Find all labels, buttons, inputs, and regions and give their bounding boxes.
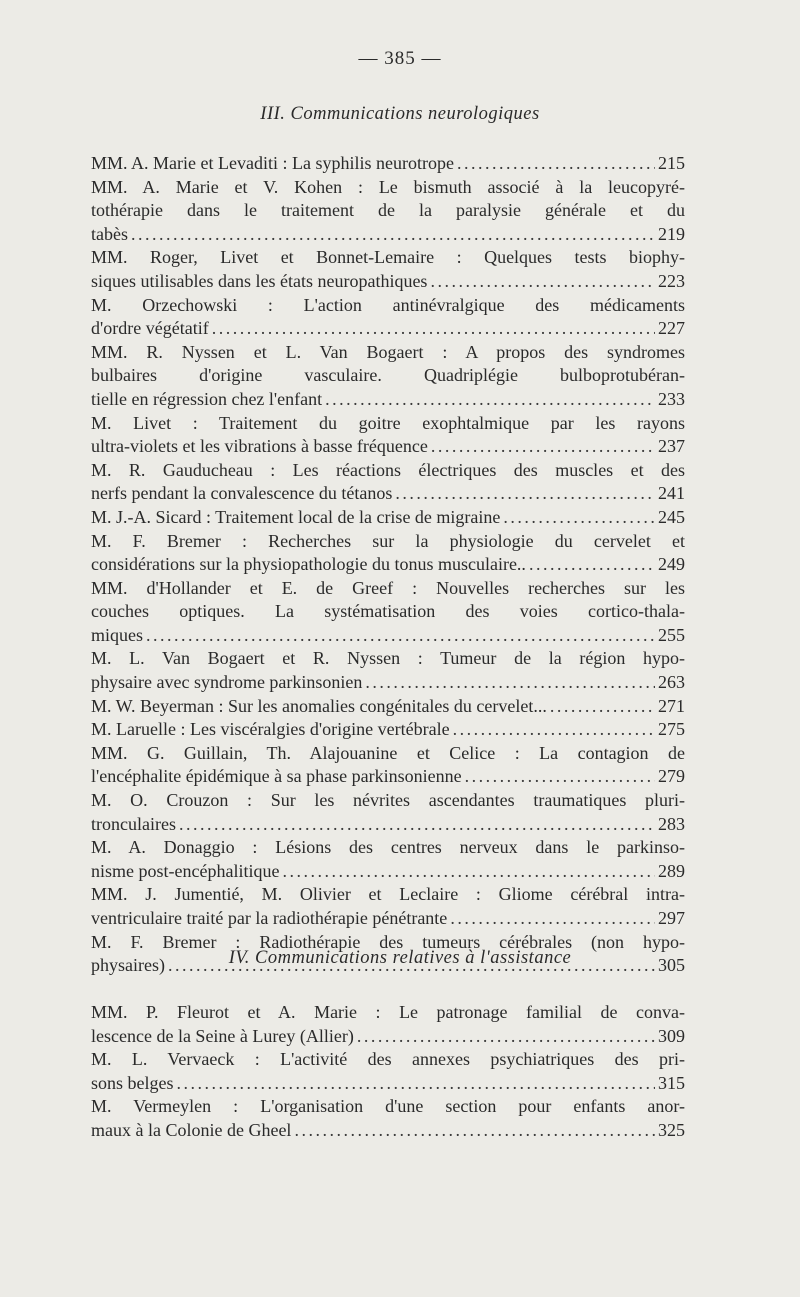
toc-page-number: 289 (658, 860, 685, 881)
toc-entry-line: considérations sur la physiopathologie du tonus musculaire.. (91, 554, 526, 575)
section-title-assistance: IV. Communications relatives à l'assistance (228, 948, 572, 968)
toc-entry (91, 506, 685, 530)
toc-entry-line: tronculaires (91, 813, 176, 834)
dot-leader (550, 695, 655, 719)
dot-leader (450, 907, 655, 931)
toc-entry-line: physaire avec syndrome parkinsonien (91, 672, 363, 693)
toc-entry (91, 1048, 685, 1095)
toc-entry-line: ultra-violets et les vibrations à basse fréquence (91, 436, 428, 457)
toc-entry-last-line (91, 813, 685, 837)
toc-entry-line: ventriculaire traité par la radiothérapie pénétrante (91, 908, 448, 928)
toc-entry (91, 459, 685, 506)
toc-entry (91, 1001, 685, 1048)
toc-entry-last-line (91, 317, 685, 341)
toc-entry (91, 530, 685, 577)
toc-entry (91, 789, 685, 836)
toc-entry-line: M. Orzechowski : L'action antinévralgique des médicaments (91, 294, 685, 315)
toc-entry-last-line (91, 624, 685, 648)
toc-page-number: 245 (658, 506, 685, 527)
dot-leader (365, 671, 655, 695)
toc-entry-last-line (91, 388, 685, 412)
toc-entry-line: nerfs pendant la convalescence du tétanos (91, 483, 393, 504)
dot-leader (395, 482, 655, 506)
toc-entry (91, 294, 685, 341)
toc-entry-line: siques utilisables dans les états neuropathiques (91, 270, 428, 291)
dot-leader (431, 435, 655, 459)
dot-leader (465, 765, 655, 789)
toc-page-number: 249 (658, 554, 685, 575)
toc-entry-line: MM. d'Hollander et E. de Greef : Nouvelles recherches sur les (91, 577, 685, 598)
toc-entry-line: bulbaires d'origine vasculaire. Quadriplégie bulboprotubéran- (91, 365, 685, 386)
toc-entry (91, 695, 685, 719)
toc-entry (91, 742, 685, 789)
toc-page-number: 315 (658, 1072, 685, 1093)
toc-entry-line: tothérapie dans le traitement de la paralysie générale et du (91, 200, 685, 221)
toc-entry-line: M. J.-A. Sicard : Traitement local de la crise de migraine (91, 506, 501, 527)
toc-entry-line: sons belges (91, 1072, 174, 1093)
toc-entry-line: M. R. Gauducheau : Les réactions électriques des muscles et des (91, 459, 685, 480)
toc-entry-line: maux à la Colonie de Gheel (91, 1119, 292, 1140)
toc-entry-last-line (91, 435, 685, 459)
toc-entry-last-line (91, 671, 685, 695)
toc-entry (91, 883, 685, 930)
toc-entry-last-line (91, 482, 685, 506)
toc-entry-last-line (91, 860, 685, 884)
toc-entry-line: M. Vermeylen : L'organisation d'une section pour enfants anor- (91, 1096, 685, 1117)
toc-entry-last-line (91, 718, 685, 742)
dot-leader (325, 388, 655, 412)
toc-entry-line: miques (91, 624, 143, 645)
toc-entry-line: l'encéphalite épidémique à sa phase parkinsonienne (91, 766, 462, 787)
toc-entry-line: MM. R. Nyssen et L. Van Bogaert : A propos des syndromes (91, 341, 685, 362)
dot-leader (503, 506, 655, 530)
toc-entry-line: MM. P. Fleurot et A. Marie : Le patronage familial de conva- (91, 1002, 685, 1022)
toc-page-number: 309 (658, 1025, 685, 1046)
dot-leader (131, 223, 655, 247)
toc-entry-last-line (91, 1025, 685, 1049)
toc-entry-last-line (91, 270, 685, 294)
toc-page-number: 271 (658, 695, 685, 716)
toc-entry (91, 341, 685, 412)
toc-entry (91, 246, 685, 293)
toc-entry-line: M. Laruelle : Les viscéralgies d'origine vertébrale (91, 719, 450, 740)
toc-page-number: 255 (658, 624, 685, 645)
toc-entry-last-line (91, 907, 685, 931)
toc-page-number: 263 (658, 672, 685, 693)
dot-leader (294, 1119, 655, 1143)
toc-entry-line: MM. A. Marie et Levaditi : La syphilis neurotrope (91, 153, 454, 173)
toc-page-number: 305 (658, 955, 685, 976)
toc-page-number: 325 (658, 1119, 685, 1140)
toc-entry-line: M. W. Beyerman : Sur les anomalies congénitales du cervelet... (91, 695, 547, 716)
toc-list-assistance (91, 1001, 685, 1143)
dot-leader (146, 624, 655, 648)
toc-entry (91, 152, 685, 176)
dot-leader (430, 270, 655, 294)
toc-entry (91, 836, 685, 883)
toc-list-neurological (91, 152, 685, 978)
toc-entry-line: physaires) (91, 955, 165, 976)
toc-page-number: 219 (658, 223, 685, 244)
toc-entry-last-line (91, 506, 685, 530)
toc-page-number: 223 (658, 270, 685, 291)
toc-entry-line: tabès (91, 223, 128, 244)
dot-leader (282, 860, 655, 884)
toc-page-number: 241 (658, 483, 685, 504)
toc-entry-line: M. A. Donaggio : Lésions des centres nerveux dans le parkinso- (91, 837, 685, 858)
toc-entry-last-line (91, 1072, 685, 1096)
toc-entry-last-line (91, 695, 685, 719)
toc-entry-line: M. L. Van Bogaert et R. Nyssen : Tumeur de la région hypo- (91, 648, 685, 669)
toc-entry (91, 577, 685, 648)
toc-page-number: 297 (658, 908, 685, 928)
toc-entry-line: lescence de la Seine à Lurey (Allier) (91, 1025, 354, 1046)
toc-entry-line: couches optiques. La systématisation des voies cortico-thala- (91, 601, 685, 622)
dot-leader (457, 152, 655, 176)
toc-entry-line: M. O. Crouzon : Sur les névrites ascendantes traumatiques pluri- (91, 790, 685, 811)
toc-entry-line: M. F. Bremer : Recherches sur la physiologie du cervelet et (91, 530, 685, 551)
toc-entry-line: MM. J. Jumentié, M. Olivier et Leclaire : Gliome cérébral intra- (91, 884, 685, 905)
toc-entry-last-line (91, 223, 685, 247)
toc-entry-last-line (91, 1119, 685, 1143)
toc-entry-last-line (91, 765, 685, 789)
toc-page-number: 279 (658, 766, 685, 787)
toc-entry (91, 647, 685, 694)
toc-entry-line: MM. A. Marie et V. Kohen : Le bismuth associé à la leucopyré- (91, 176, 685, 197)
toc-entry-line: tielle en régression chez l'enfant (91, 388, 323, 409)
dot-leader (529, 553, 655, 577)
dot-leader (453, 718, 655, 742)
toc-page-number: 227 (658, 318, 685, 339)
toc-entry-line: nisme post-encéphalitique (91, 860, 280, 881)
toc-page-number: 233 (658, 388, 685, 409)
toc-entry-line: M. F. Bremer : Radiothérapie des tumeurs cérébrales (non hypo- (91, 931, 685, 952)
toc-entry-line: MM. Roger, Livet et Bonnet-Lemaire : Quelques tests biophy- (91, 247, 685, 268)
toc-entry (91, 176, 685, 247)
toc-page-number: 275 (658, 719, 685, 740)
dot-leader (177, 1072, 656, 1096)
toc-page-number: 215 (658, 153, 685, 173)
toc-entry (91, 718, 685, 742)
section-title-neurological: III. Communications neurologiques (260, 104, 540, 124)
toc-entry (91, 1095, 685, 1142)
toc-entry-line: M. L. Vervaeck : L'activité des annexes psychiatriques des pri- (91, 1049, 685, 1070)
page-number: — 385 — (358, 48, 442, 69)
dot-leader (212, 317, 655, 341)
toc-page-number: 237 (658, 436, 685, 457)
dot-leader (357, 1025, 655, 1049)
dot-leader (179, 813, 655, 837)
toc-entry (91, 412, 685, 459)
toc-entry-last-line (91, 553, 685, 577)
toc-page-number: 283 (658, 813, 685, 834)
toc-entry-line: MM. G. Guillain, Th. Alajouanine et Celice : La contagion de (91, 742, 685, 763)
toc-entry-line: d'ordre végétatif (91, 318, 209, 339)
toc-entry-line: M. Livet : Traitement du goitre exophtalmique par les rayons (91, 412, 685, 433)
toc-entry-last-line (91, 152, 685, 176)
